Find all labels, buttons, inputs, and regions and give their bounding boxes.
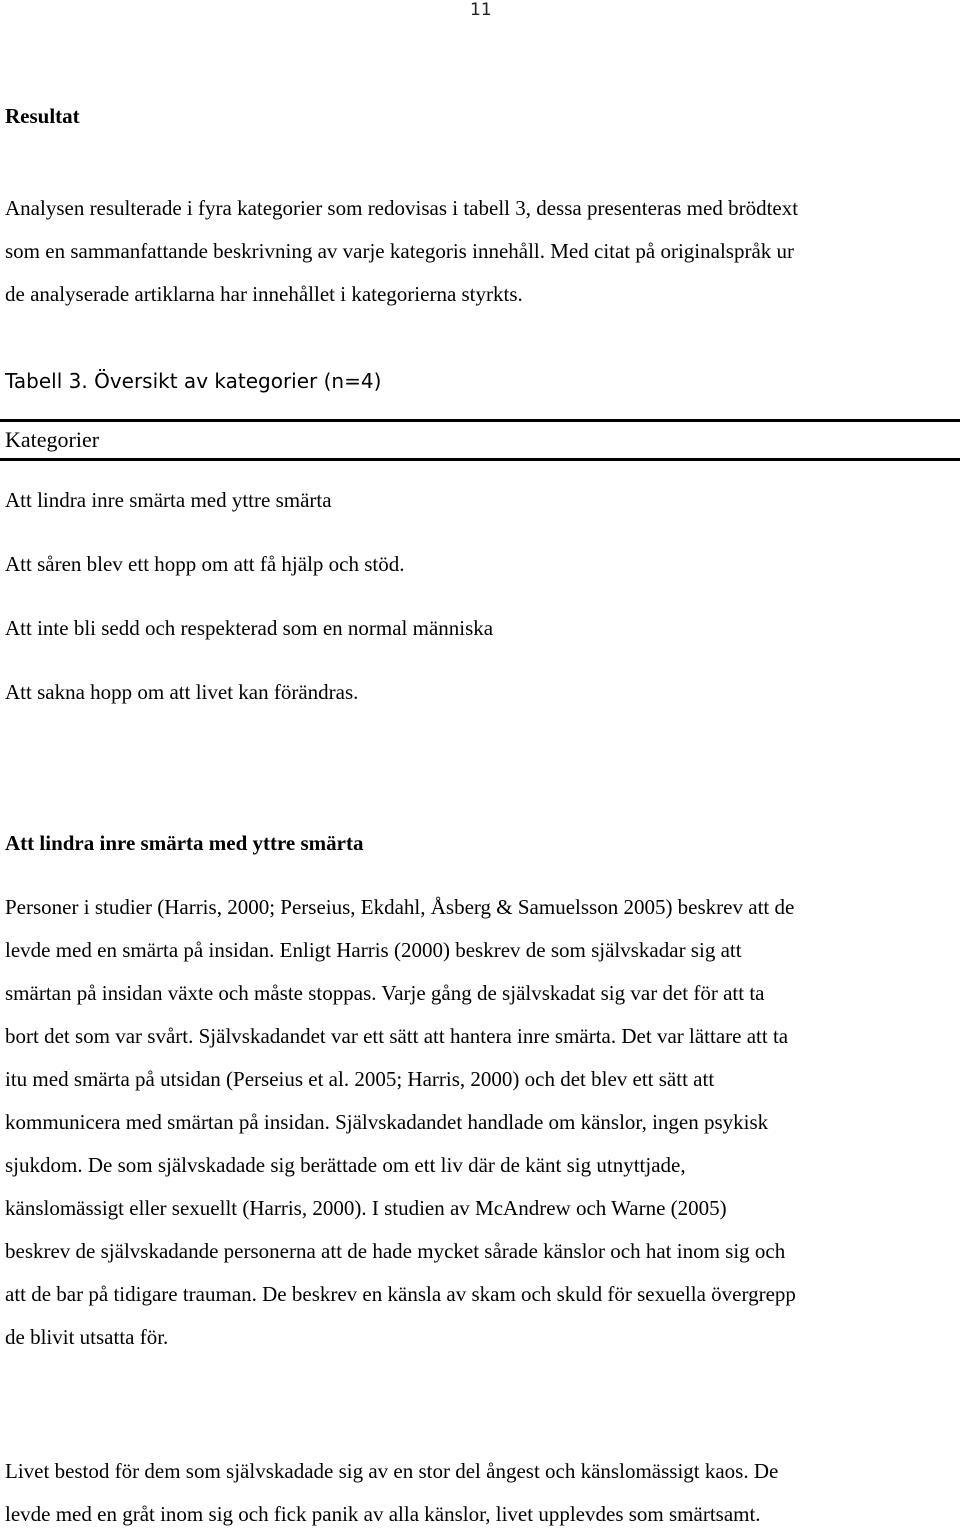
paragraph-line: Personer i studier (Harris, 2000; Perseius, Ekdahl, Åsberg & Samuelsson 2005) beskrev att de — [5, 895, 795, 919]
paragraph-line: Livet bestod för dem som självskadade sig av en stor del ångest och känslomässigt kaos. De — [5, 1459, 779, 1483]
paragraph-line: itu med smärta på utsidan (Perseius et al. 2005; Harris, 2000) och det blev ett sätt att — [5, 1067, 715, 1091]
results-heading: Resultat — [5, 104, 80, 128]
table-row: Att lindra inre smärta med yttre smärta — [5, 488, 332, 512]
paragraph-line: kommunicera med smärtan på insidan. Självskadandet handlade om känslor, ingen psykisk — [5, 1110, 769, 1134]
table-header-rule — [0, 458, 960, 461]
paragraph-line: bort det som var svårt. Självskadandet var ett sätt att hantera inre smärta. Det var lättare att ta — [5, 1024, 789, 1048]
table-row: Att inte bli sedd och respekterad som en normal människa — [5, 616, 494, 640]
section-paragraph-1 — [5, 886, 960, 1359]
paragraph-line: känslomässigt eller sexuellt (Harris, 2000). I studien av McAndrew och Warne (2005) — [5, 1196, 727, 1220]
paragraph-line: beskrev de självskadande personerna att de hade mycket sårade känslor och hat inom sig och — [5, 1239, 786, 1263]
paragraph-line: levde med en smärta på insidan. Enligt Harris (2000) beskrev de som självskadar sig att — [5, 938, 742, 962]
intro-line-3: de analyserade artiklarna har innehållet i kategorierna styrkts. — [5, 282, 523, 306]
paragraph-line: de blivit utsatta för. — [5, 1325, 169, 1349]
table-column-header: Kategorier — [5, 427, 100, 452]
paragraph-line: att de bar på tidigare trauman. De beskrev en känsla av skam och skuld för sexuella övergrepp — [5, 1282, 796, 1306]
intro-line-2: som en sammanfattande beskrivning av varje kategoris innehåll. Med citat på originalspråk ur — [5, 239, 795, 263]
intro-line-1: Analysen resulterade i fyra kategorier som redovisas i tabell 3, dessa presenteras med brödtext — [5, 196, 799, 220]
paragraph-line: levde med en gråt inom sig och fick panik av alla känslor, livet upplevdes som smärtsamt. — [5, 1502, 761, 1526]
paragraph-line: smärtan på insidan växte och måste stoppas. Varje gång de självskadat sig var det för att ta — [5, 981, 765, 1005]
table-top-rule — [0, 419, 960, 422]
page-number: 11 — [470, 0, 492, 20]
section-paragraph-2 — [5, 1450, 960, 1536]
table-row: Att sakna hopp om att livet kan förändras. — [5, 680, 359, 704]
table-caption: Tabell 3. Översikt av kategorier (n=4) — [5, 369, 382, 393]
paragraph-line: sjukdom. De som självskadade sig berättade om ett liv där de känt sig utnyttjade, — [5, 1153, 686, 1177]
section-heading: Att lindra inre smärta med yttre smärta — [5, 831, 364, 855]
table-row: Att såren blev ett hopp om att få hjälp och stöd. — [5, 552, 405, 576]
